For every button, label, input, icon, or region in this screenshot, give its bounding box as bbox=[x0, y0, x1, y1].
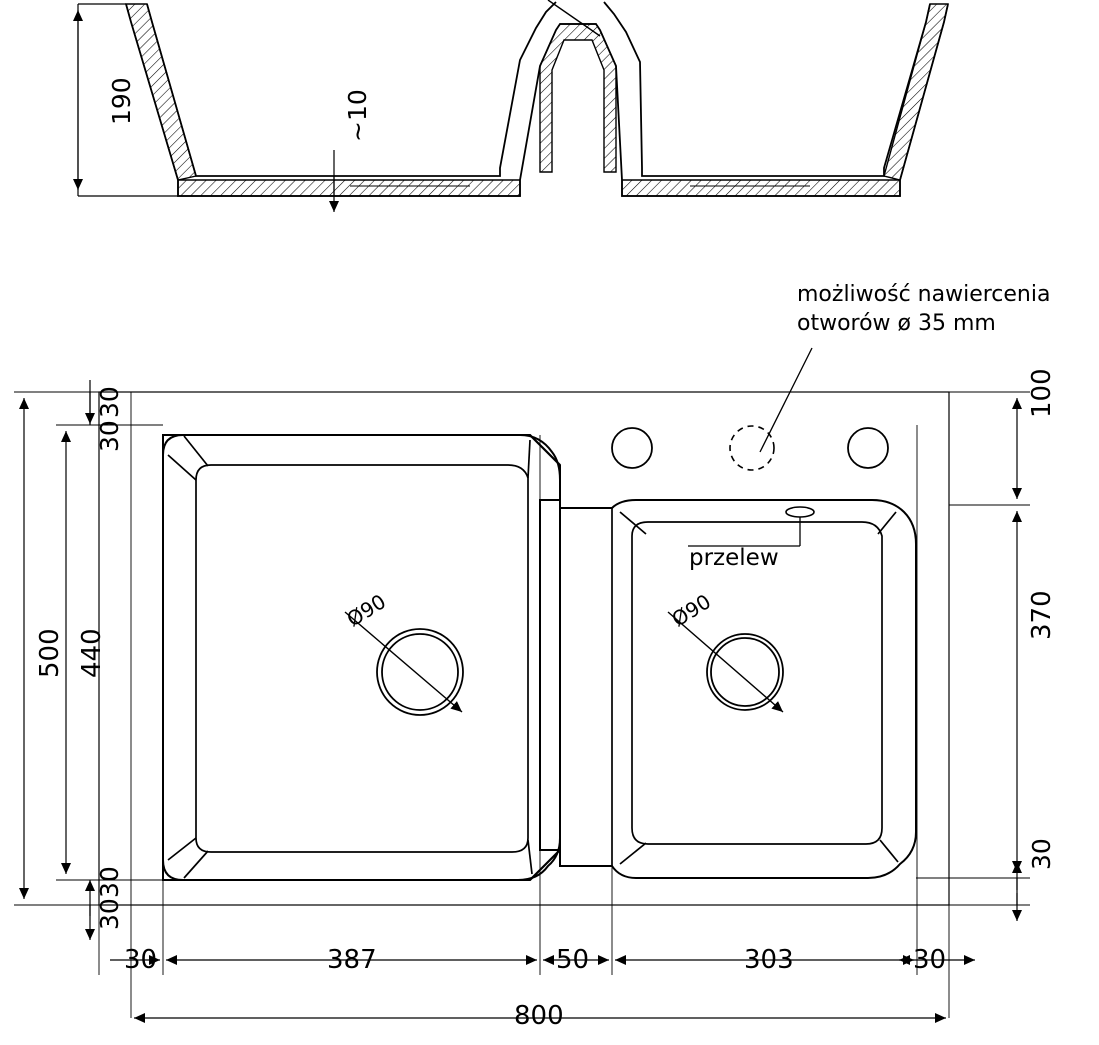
dim-label-inner-depth: 440 bbox=[77, 628, 107, 678]
dim-label-right-margin-bottom: 30 bbox=[1027, 838, 1056, 870]
dim-label-right-top-offset: 100 bbox=[1027, 368, 1057, 418]
dim-label-drain-left: Ø90 bbox=[342, 589, 391, 632]
label-overflow: przelew bbox=[689, 545, 779, 571]
dim-label-overall-width: 800 bbox=[514, 1001, 564, 1031]
dim-label-wall-thickness: ~10 bbox=[343, 89, 372, 142]
dim-label-margin-bottom: 30 bbox=[95, 866, 124, 898]
dim-label-margin-left: 30 bbox=[124, 945, 158, 975]
dim-label-margin-bottom2: 30 bbox=[95, 898, 124, 930]
section-view bbox=[126, 0, 948, 196]
dim-label-divider-width: 50 bbox=[556, 945, 590, 975]
dim-label-margin-right: 30 bbox=[913, 945, 947, 975]
dim-label-right-bowl-depth: 370 bbox=[1027, 590, 1057, 640]
dim-label-margin-top: 30 bbox=[95, 386, 124, 418]
dim-label-left-bowl-width: 387 bbox=[327, 945, 377, 975]
dim-label-right-bowl-width: 303 bbox=[744, 945, 794, 975]
dim-label-overall-depth: 500 bbox=[35, 628, 65, 678]
dim-label-drain-right: Ø90 bbox=[667, 589, 716, 632]
dim-label-margin-top2: 30 bbox=[95, 420, 124, 452]
note-drill-line1: możliwość nawiercenia bbox=[797, 282, 1051, 307]
note-drill-line2: otworów ø 35 mm bbox=[797, 311, 996, 336]
top-view bbox=[99, 348, 949, 905]
dim-label-190: 190 bbox=[107, 77, 136, 125]
extension-lines bbox=[14, 392, 1030, 1018]
